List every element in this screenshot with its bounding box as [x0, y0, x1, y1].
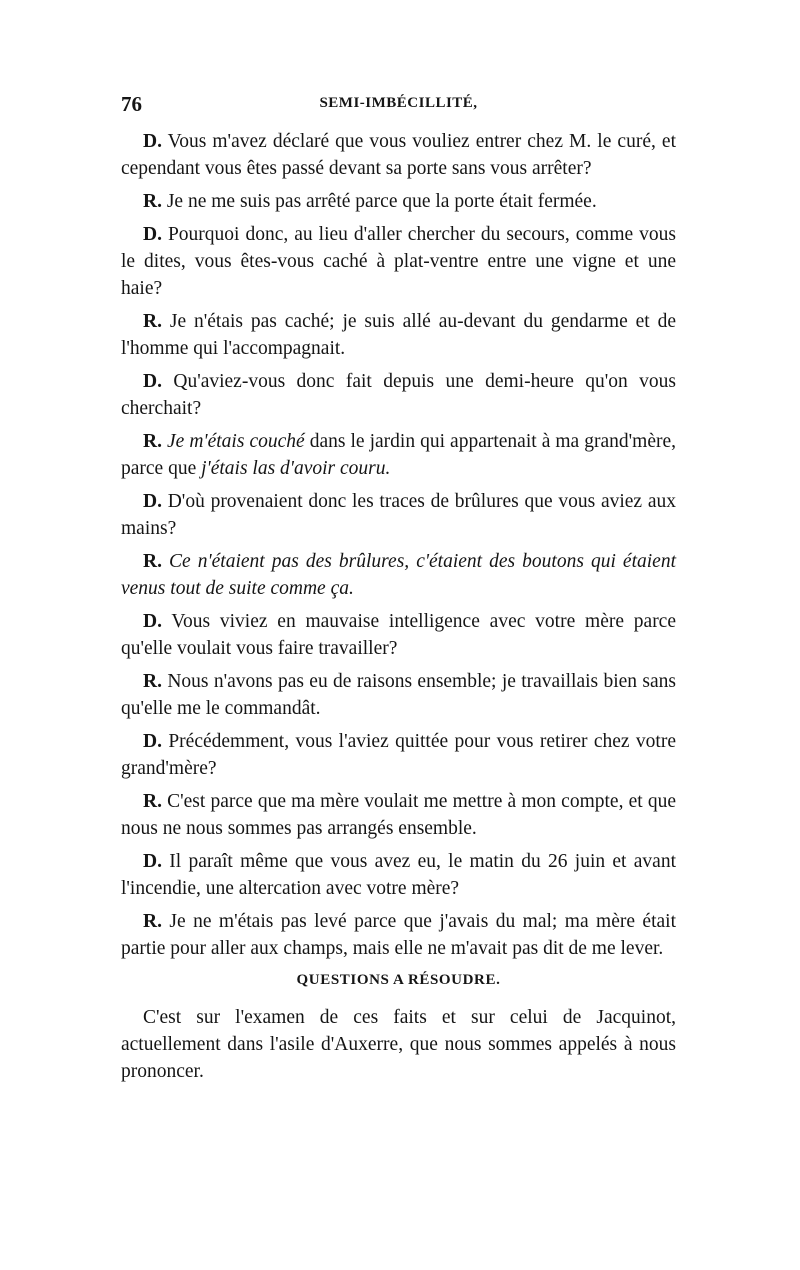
dialogue-paragraph	[121, 608, 676, 662]
dialogue-paragraph	[121, 188, 676, 215]
dialogue-paragraph	[121, 368, 676, 422]
speaker-label: D.	[143, 491, 162, 512]
dialogue-paragraph	[121, 308, 676, 362]
section-heading: QUESTIONS A RÉSOUDRE.	[296, 972, 501, 988]
speech-segment: Il paraît même que vous avez eu, le matin du 26 juin et avant l'incendie, une altercation avec votre mère?	[121, 851, 676, 899]
speaker-label: R.	[143, 911, 162, 932]
speech-segment: Précédemment, vous l'aviez quittée pour vous retirer chez votre grand'mère?	[121, 731, 676, 779]
closing-paragraph: C'est sur l'examen de ces faits et sur celui de Jacquinot, actuellement dans l'asile d'Auxerre, que nous sommes appelés à nous prononcer.	[121, 1007, 676, 1082]
page-number: 76	[121, 92, 142, 116]
page-header	[121, 92, 676, 124]
speech-segment	[162, 551, 169, 572]
speaker-label: R.	[143, 311, 162, 332]
speech-segment: C'est parce que ma mère voulait me mettre à mon compte, et que nous ne nous sommes pas arrangés ensemble.	[121, 791, 676, 839]
speaker-label: R.	[143, 191, 162, 212]
speech-segment: Vous m'avez déclaré que vous vouliez entrer chez M. le curé, et cependant vous êtes passé devant sa porte sans vous arrêter?	[121, 131, 676, 179]
dialogue-paragraph	[121, 488, 676, 542]
speaker-label: D.	[143, 131, 162, 152]
body-text	[121, 128, 676, 1091]
italic-speech-segment: Ce n'étaient pas des brûlures, c'étaient des boutons qui étaient venus tout de suite comme ça.	[121, 551, 676, 599]
dialogue-paragraph	[121, 428, 676, 482]
speech-segment: Pourquoi donc, au lieu d'aller chercher du secours, comme vous le dites, vous êtes-vous caché à plat-ventre entre une vigne et une haie?	[121, 224, 676, 299]
dialogue-paragraph	[121, 728, 676, 782]
speech-segment: Qu'aviez-vous donc fait depuis une demi-heure qu'on vous cherchait?	[121, 371, 676, 419]
running-title: SEMI-IMBÉCILLITÉ,	[319, 95, 478, 111]
dialogue-paragraph	[121, 788, 676, 842]
dialogue-paragraph	[121, 128, 676, 182]
speech-segment: Nous n'avons pas eu de raisons ensemble; je travaillais bien sans qu'elle me le commandât.	[121, 671, 676, 719]
italic-speech-segment: Je m'étais couché	[167, 431, 305, 452]
speech-segment: Je ne m'étais pas levé parce que j'avais du mal; ma mère était partie pour aller aux champs, mais elle ne m'avait pas dit de me lever.	[121, 911, 676, 959]
interrogation-dialogue	[121, 128, 676, 962]
speaker-label: R.	[143, 551, 162, 572]
speaker-label: R.	[143, 671, 162, 692]
speaker-label: R.	[143, 791, 162, 812]
dialogue-paragraph	[121, 221, 676, 302]
speaker-label: D.	[143, 731, 162, 752]
speaker-label: D.	[143, 371, 162, 392]
dialogue-paragraph	[121, 848, 676, 902]
speaker-label: D.	[143, 224, 162, 245]
speech-segment: dans le jardin qui appartenait à ma grand'mère, parce que	[121, 431, 676, 479]
dialogue-paragraph	[121, 908, 676, 962]
dialogue-paragraph	[121, 548, 676, 602]
speaker-label: R.	[143, 431, 162, 452]
dialogue-paragraph	[121, 668, 676, 722]
speaker-label: D.	[143, 851, 162, 872]
speech-segment: D'où provenaient donc les traces de brûlures que vous aviez aux mains?	[121, 491, 676, 539]
italic-speech-segment: j'étais las d'avoir couru.	[201, 458, 391, 479]
speech-segment: Je ne me suis pas arrêté parce que la porte était fermée.	[161, 191, 597, 212]
speaker-label: D.	[143, 611, 162, 632]
speech-segment: Vous viviez en mauvaise intelligence avec votre mère parce qu'elle voulait vous faire travailler?	[121, 611, 676, 659]
speech-segment: Je n'étais pas caché; je suis allé au-devant du gendarme et de l'homme qui l'accompagnait.	[121, 311, 676, 359]
